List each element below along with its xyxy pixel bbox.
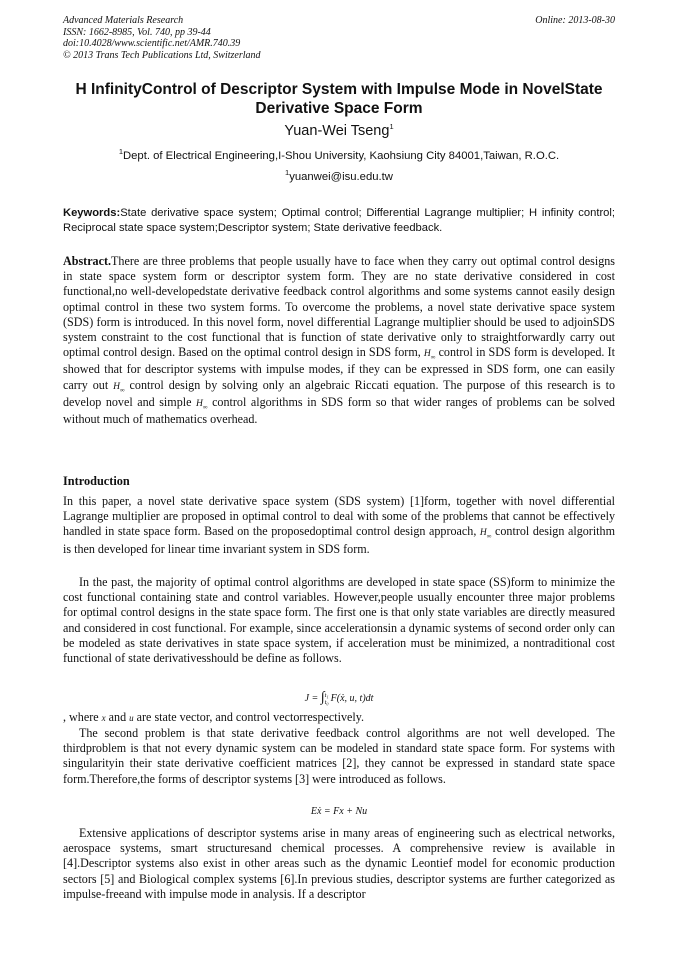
affiliation-line xyxy=(0,147,678,162)
abstract-text-4: control algorithms in SDS form so that wider ranges of problems can be solved without much of mathematics overhead. xyxy=(63,394,615,427)
journal-name: Advanced Materials Research xyxy=(63,15,184,26)
affiliation-text: Dept. of Electrical Engineering,I-Shou University, Kaohsiung City 84001,Taiwan, R.O.C. xyxy=(122,150,560,162)
author-line xyxy=(0,123,678,139)
abstract-text-2: control in SDS form is developed. It showed that for descriptor systems with impulse modes, if they can be expressed in SDS form, one can easily carry out xyxy=(63,345,615,392)
abstract-label: Abstract. xyxy=(63,254,112,268)
doi-line: doi:10.4028/www.scientific.net/AMR.740.39 xyxy=(63,38,241,49)
intro-paragraph-2: In the past, the majority of optimal control algorithms are developed in state space (SS)form to minimize the cost functional containing state and control variables. However,people usually encounter three major problems for optimal control designs in the state space form. The first one is that only state variables are directly measured and considered in cost functional. For example, since accelerationsin a dynamic systems of second order only can be modeled as state derivatives in state space system, if acceleration must be minimized, a nontraditional cost functional of state derivativesshould be define as follows. xyxy=(63,575,615,666)
keywords-block xyxy=(63,206,615,236)
journal-header xyxy=(63,15,261,61)
equation-descriptor-system: Eẋ = Fx + Nu xyxy=(310,806,368,817)
intro-paragraph-5: Extensive applications of descriptor systems arise in many areas of engineering such as electrical networks, aerospace systems, smart structuresand chemical processes. A comprehensive review is available in [4].Descriptor systems also exist in other areas such as the dynamic Leontief model for economic production sectors [5] and Biological complex systems [6].In previous studies, descriptor systems are further categorized as impulse-freeand with impulse mode in analysis. If a descriptor xyxy=(63,826,615,901)
abstract-block xyxy=(63,254,615,427)
email-address[interactable]: yuanwei@isu.edu.tw xyxy=(289,171,393,183)
intro-paragraph-1 xyxy=(63,494,615,557)
integral-sign: ∫ xyxy=(320,690,325,705)
email-superscript: 1 xyxy=(285,168,290,178)
author-superscript: 1 xyxy=(389,122,394,132)
author-name: Yuan-Wei Tseng xyxy=(284,123,390,139)
integral-limits: t₁ t₀ xyxy=(324,691,329,706)
paper-title: H InfinityControl of Descriptor System with Impulse Mode in NovelState Derivative Space Form xyxy=(75,81,603,117)
section-heading-introduction: Introduction xyxy=(63,474,130,488)
equation-cost-functional: J = ∫ t₁ t₀ F(ẋ, u, t)dt xyxy=(304,690,374,706)
abstract-text-3: control design by solving only an algebraic Riccati equation. The purpose of this research is to develop novel and simple xyxy=(63,377,615,409)
h-infinity-symbol: $H_\infty$ xyxy=(113,381,125,394)
h-infinity-symbol: $H_\infty$ xyxy=(423,349,436,362)
copyright-line: © 2013 Trans Tech Publications Ltd, Switzerland xyxy=(63,49,261,61)
h-infinity-symbol: $H_\infty$ xyxy=(196,398,208,411)
intro-text-1a: In this paper, a novel state derivative space system (SDS system) [1]form, together with novel differential Lagrange multiplier are proposed in optimal control to deal with some of the problems that cannot be effectively handled in state space form. Based on the proposedoptimal control design approach, xyxy=(63,494,615,539)
keywords-text: State derivative space system; Optimal control; Differential Lagrange multiplier; H infinity control; Reciprocal state space system;Descriptor system; State derivative feedback. xyxy=(63,207,615,234)
symbol-x: x xyxy=(101,713,106,723)
affiliation-superscript: 1 xyxy=(118,147,123,157)
online-date: Online: 2013-08-30 xyxy=(535,15,615,26)
issn-line: ISSN: 1662-8985, Vol. 740, pp 39-44 xyxy=(63,26,211,38)
keywords-label: Keywords: xyxy=(63,207,121,219)
intro-paragraph-4: The second problem is that state derivative feedback control algorithms are not well developed. The thirdproblem is that not every dynamic system can be modeled in standard state space form. For systems with singularityin their state derivative coefficient matrices [2], they cannot be expressed in standard state space form.Therefore,the forms of descriptor systems [3] were introduced as follows. xyxy=(63,726,615,786)
intro-text-1b: control design algorithm is then developed for linear time invariant system in SDS form. xyxy=(63,524,615,556)
h-infinity-symbol: $H_\infty$ xyxy=(479,528,492,541)
abstract-text-1: There are three problems that people usually have to face when they carry out optimal control designs in state space system form or descriptor system form. They are no state derivative considered in cost functional,no well-developedstate derivative feedback control algorithms and some systems cannot easily design optimal control in these two system forms. To overcome the problems, a novel state derivative space system (SDS) form is introduced. In this novel form, novel differential Lagrange multiplier should be used to adjoinSDS system constraint to the cost functional that is function of state derivative only to straightforwardly carry out optimal control design. Based on the optimal control design in SDS form, xyxy=(63,254,615,360)
email-line xyxy=(0,168,678,183)
intro-paragraph-3: , where x and u are state vector, and control vectorrespectively. xyxy=(63,710,365,724)
symbol-u: u xyxy=(129,713,134,723)
